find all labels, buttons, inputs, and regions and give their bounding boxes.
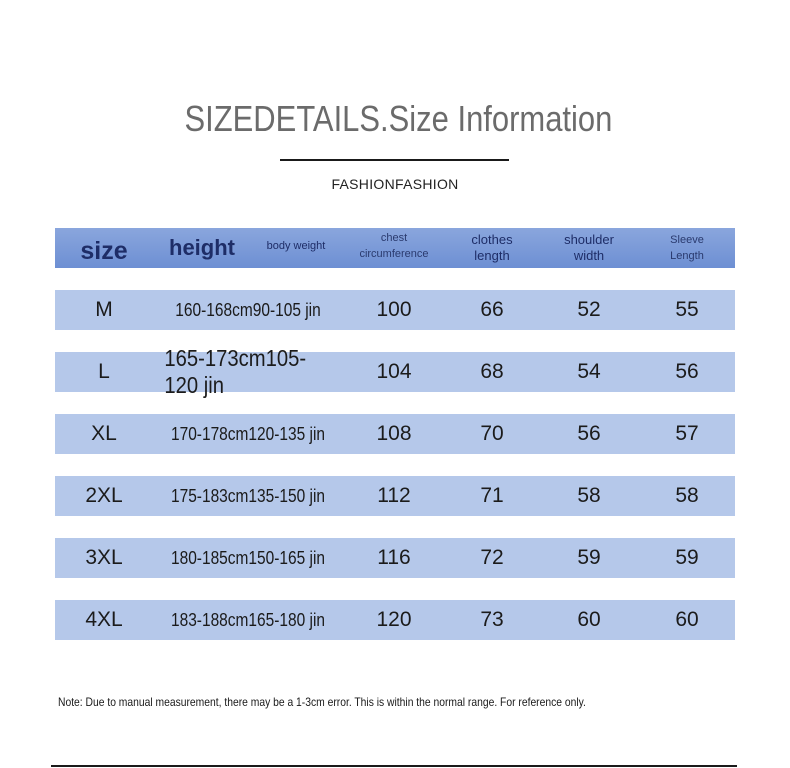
table-row bbox=[55, 600, 735, 640]
cell-size: 3XL bbox=[85, 546, 123, 569]
header-size: size bbox=[80, 236, 128, 265]
cell-size: 2XL bbox=[85, 484, 123, 507]
cell-sleeve: 57 bbox=[675, 422, 699, 445]
cell-sleeve: 59 bbox=[675, 546, 699, 569]
cell-chest: 116 bbox=[377, 546, 411, 569]
cell-size: 4XL bbox=[85, 608, 123, 631]
cell-chest: 120 bbox=[376, 608, 412, 631]
header-shoulder-width bbox=[540, 228, 638, 268]
cell-shoulder: 52 bbox=[577, 298, 601, 321]
cell-shoulder: 59 bbox=[577, 546, 601, 569]
cell-height-weight: 170-178cm120-135 jin bbox=[170, 423, 326, 444]
table-row bbox=[55, 476, 735, 516]
cell-height-weight: 165-173cm105-120 jin bbox=[164, 345, 307, 398]
page-subtitle: FASHIONFASHION bbox=[331, 176, 459, 192]
cell-height-weight: 180-185cm150-165 jin bbox=[170, 547, 326, 568]
cell-clothes-length: 70 bbox=[480, 422, 504, 445]
cell-height-weight: 175-183cm135-150 jin bbox=[170, 485, 326, 506]
cell-chest: 108 bbox=[376, 422, 412, 445]
cell-sleeve: 55 bbox=[675, 298, 699, 321]
cell-sleeve: 56 bbox=[675, 360, 699, 383]
cell-size: L bbox=[98, 360, 110, 383]
table-row bbox=[55, 345, 735, 398]
cell-shoulder: 54 bbox=[577, 360, 601, 383]
measurement-note: Note: Due to manual measurement, there may be a 1-3cm error. This is within the normal range. For reference only. bbox=[58, 695, 586, 709]
header-sleeve-line1: Sleeve bbox=[670, 234, 704, 246]
header-clothes-length bbox=[443, 228, 541, 268]
header-shoulder-line2: width bbox=[573, 248, 605, 263]
page-title: SIZEDETAILS.Size Information bbox=[184, 98, 613, 139]
header-clothes-line1: clothes bbox=[471, 232, 513, 247]
cell-shoulder: 56 bbox=[577, 422, 601, 445]
cell-clothes-length: 71 bbox=[480, 484, 504, 507]
table-row bbox=[55, 290, 735, 330]
cell-height-weight: 183-188cm165-180 jin bbox=[170, 609, 326, 630]
title-divider bbox=[280, 159, 509, 161]
cell-size: XL bbox=[91, 422, 117, 445]
table-header bbox=[55, 228, 735, 268]
header-height: height bbox=[169, 235, 235, 260]
cell-chest: 104 bbox=[376, 360, 412, 383]
header-clothes-line2: length bbox=[474, 248, 510, 263]
header-chest-line2: circumference bbox=[359, 248, 429, 260]
cell-clothes-length: 66 bbox=[480, 298, 504, 321]
cell-shoulder: 60 bbox=[577, 608, 601, 631]
cell-chest: 100 bbox=[376, 298, 412, 321]
cell-clothes-length: 73 bbox=[480, 608, 504, 631]
table-row bbox=[55, 538, 735, 578]
bottom-divider bbox=[51, 765, 737, 767]
header-sleeve-line2: Length bbox=[670, 250, 704, 262]
header-chest-line1: chest bbox=[380, 232, 408, 244]
cell-size: M bbox=[95, 298, 113, 321]
cell-height-weight: 160-168cm90-105 jin bbox=[175, 299, 321, 320]
header-body-weight: body weight bbox=[266, 240, 326, 252]
cell-sleeve: 60 bbox=[675, 608, 699, 631]
header-chest bbox=[345, 226, 443, 266]
cell-clothes-length: 72 bbox=[480, 546, 504, 569]
cell-chest: 112 bbox=[377, 484, 411, 507]
cell-clothes-length: 68 bbox=[480, 360, 504, 383]
header-shoulder-line1: shoulder bbox=[564, 232, 614, 247]
header-sleeve-length bbox=[638, 228, 736, 268]
cell-shoulder: 58 bbox=[577, 484, 601, 507]
cell-sleeve: 58 bbox=[675, 484, 699, 507]
table-row bbox=[55, 414, 735, 454]
